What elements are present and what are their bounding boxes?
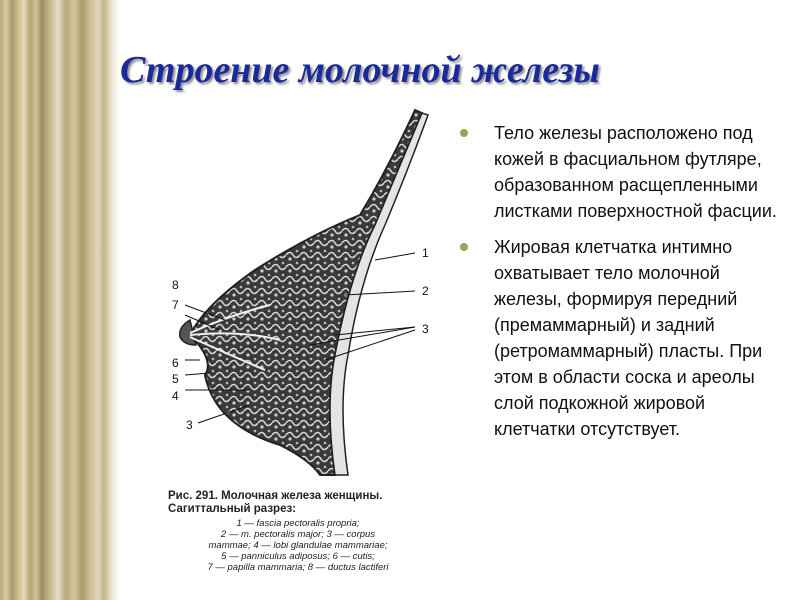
label-3: 3 xyxy=(422,322,429,336)
label-5: 5 xyxy=(172,372,179,386)
label-4: 4 xyxy=(172,389,179,403)
legend-line: mammae; 4 — lobi glandulae mammariae; xyxy=(208,540,388,551)
label-8: 8 xyxy=(172,278,179,292)
bullet-list xyxy=(460,120,790,452)
label-1: 1 xyxy=(422,246,429,260)
legend-line: 7 — papilla mammaria; 8 — ductus lactiferi xyxy=(207,562,389,573)
caption-title: Рис. 291. Молочная железа женщины. Сагиттальный разрез: xyxy=(168,490,383,515)
label-3-lower: 3 xyxy=(186,418,193,432)
legend-line: 1 — fascia pectoralis propria; xyxy=(236,518,360,529)
bullet-dot-icon xyxy=(460,129,468,137)
label-2: 2 xyxy=(422,284,429,298)
bullet-item xyxy=(460,120,790,224)
decorative-stripes xyxy=(0,0,120,600)
legend-line: 2 — m. pectoralis major; 3 — corpus xyxy=(220,529,376,540)
breast-section-figure xyxy=(160,105,450,495)
bullet-dot-icon xyxy=(460,243,468,251)
figure-caption xyxy=(168,490,428,573)
bullet-text: Тело железы расположено под кожей в фасциальном футляре, образованном расщепленными листками поверхностной фасции. xyxy=(494,123,777,221)
legend-line: 5 — panniculus adiposus; 6 — cutis; xyxy=(221,551,375,562)
caption-legend xyxy=(168,518,428,573)
bullet-item xyxy=(460,234,790,442)
label-6: 6 xyxy=(172,356,179,370)
slide-title: Строение молочной железы xyxy=(120,49,600,91)
bullet-text: Жировая клетчатка интимно охватывает тело молочной железы, формируя передний (премаммарный) и задний (ретромаммарный) пласты. При этом в области соска и ареолы слой подкожной жировой клетчатки отсутствует. xyxy=(494,237,763,439)
label-7: 7 xyxy=(172,298,179,312)
